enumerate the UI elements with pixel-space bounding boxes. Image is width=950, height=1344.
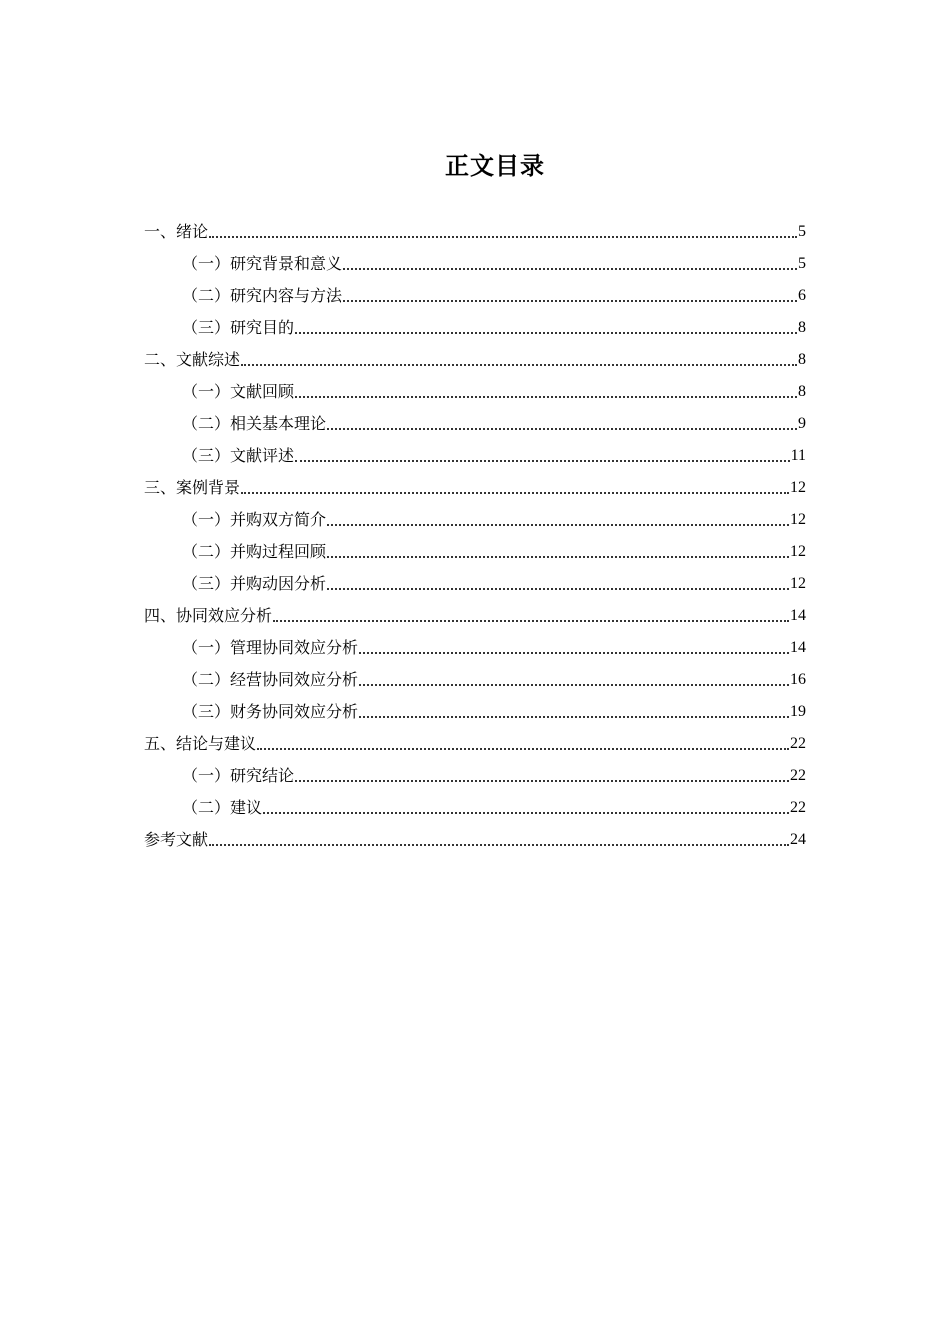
- toc-entry[interactable]: [144, 788, 806, 820]
- toc-dot-leader: [209, 236, 797, 238]
- toc-entry[interactable]: [144, 564, 806, 596]
- toc-page-number: 12: [790, 575, 806, 592]
- toc-entry-title: （一）研究结论: [182, 766, 295, 785]
- toc-dot-leader: [359, 652, 789, 654]
- toc-entry-title: 四、协同效应分析: [144, 606, 273, 625]
- toc-entry-title: （三）研究目的: [182, 318, 295, 337]
- toc-entry[interactable]: [144, 436, 806, 468]
- toc-entry-title: （二）建议: [182, 798, 263, 817]
- toc-page-number: 5: [798, 223, 806, 240]
- toc-entry[interactable]: [144, 404, 806, 436]
- toc-entry-title: （二）经营协同效应分析: [182, 670, 359, 689]
- toc-entry-title: （一）管理协同效应分析: [182, 638, 359, 657]
- toc-dot-leader: [359, 716, 789, 718]
- toc-entry[interactable]: [144, 724, 806, 756]
- toc-page-number: 19: [790, 703, 806, 720]
- toc-dot-leader: [327, 524, 789, 526]
- toc-entry[interactable]: [144, 820, 806, 852]
- toc-entry[interactable]: [144, 500, 806, 532]
- toc-dot-leader: [327, 588, 789, 590]
- toc-entry[interactable]: [144, 308, 806, 340]
- toc-dot-leader: [343, 300, 797, 302]
- toc-dot-leader: [295, 460, 790, 462]
- toc-entry[interactable]: [144, 276, 806, 308]
- toc-page-number: 8: [798, 319, 806, 336]
- toc-page-number: 22: [790, 799, 806, 816]
- toc-dot-leader: [327, 556, 789, 558]
- toc-page-number: 8: [798, 351, 806, 368]
- toc-dot-leader: [257, 748, 789, 750]
- toc-page-number: 12: [790, 543, 806, 560]
- toc-dot-leader: [295, 332, 797, 334]
- toc-entry-title: （二）研究内容与方法: [182, 286, 343, 305]
- toc-entry-title: （二）并购过程回顾: [182, 542, 327, 561]
- toc-dot-leader: [241, 364, 797, 366]
- toc-entry[interactable]: [144, 660, 806, 692]
- toc-entry-title: （二）相关基本理论: [182, 414, 327, 433]
- toc-entry[interactable]: [144, 340, 806, 372]
- toc-dot-leader: [343, 268, 797, 270]
- toc-page-number: 12: [790, 511, 806, 528]
- toc-page-number: 5: [798, 255, 806, 272]
- toc-entry-title: （一）并购双方简介: [182, 510, 327, 529]
- toc-entry-title: （三）财务协同效应分析: [182, 702, 359, 721]
- toc-entry[interactable]: [144, 596, 806, 628]
- toc-entry[interactable]: [144, 532, 806, 564]
- toc-entry[interactable]: [144, 244, 806, 276]
- toc-dot-leader: [209, 844, 789, 846]
- toc-entry-title: 五、结论与建议: [144, 734, 257, 753]
- page-title: 正文目录: [445, 152, 545, 180]
- toc-entry[interactable]: [144, 756, 806, 788]
- toc-entry[interactable]: [144, 212, 806, 244]
- toc-entry-title: （一）文献回顾: [182, 382, 295, 401]
- toc-entry[interactable]: [144, 372, 806, 404]
- toc-page-number: 6: [798, 287, 806, 304]
- toc-entry[interactable]: [144, 692, 806, 724]
- toc-dot-leader: [295, 396, 797, 398]
- table-of-contents: [144, 212, 806, 852]
- toc-entry-title: （三）并购动因分析: [182, 574, 327, 593]
- toc-page-number: 16: [790, 671, 806, 688]
- toc-page-number: 12: [790, 479, 806, 496]
- toc-dot-leader: [263, 812, 789, 814]
- toc-page-number: 11: [790, 447, 806, 464]
- toc-page-number: 8: [798, 383, 806, 400]
- toc-dot-leader: [273, 620, 789, 622]
- toc-entry[interactable]: [144, 468, 806, 500]
- toc-page-number: 22: [790, 735, 806, 752]
- toc-entry-title: （一）研究背景和意义: [182, 254, 343, 273]
- toc-page-number: 9: [798, 415, 806, 432]
- toc-dot-leader: [359, 684, 789, 686]
- toc-page-number: 14: [790, 639, 806, 656]
- toc-entry-title: 参考文献: [144, 830, 209, 849]
- toc-dot-leader: [327, 428, 797, 430]
- toc-page-number: 14: [790, 607, 806, 624]
- toc-entry-title: （三）文献评述: [182, 446, 295, 465]
- toc-entry-title: 二、文献综述: [144, 350, 241, 369]
- toc-entry-title: 三、案例背景: [144, 478, 241, 497]
- toc-entry[interactable]: [144, 628, 806, 660]
- toc-page-number: 22: [790, 767, 806, 784]
- toc-entry-title: 一、绪论: [144, 222, 209, 241]
- toc-dot-leader: [241, 492, 789, 494]
- toc-page-number: 24: [790, 831, 806, 848]
- toc-dot-leader: [295, 780, 789, 782]
